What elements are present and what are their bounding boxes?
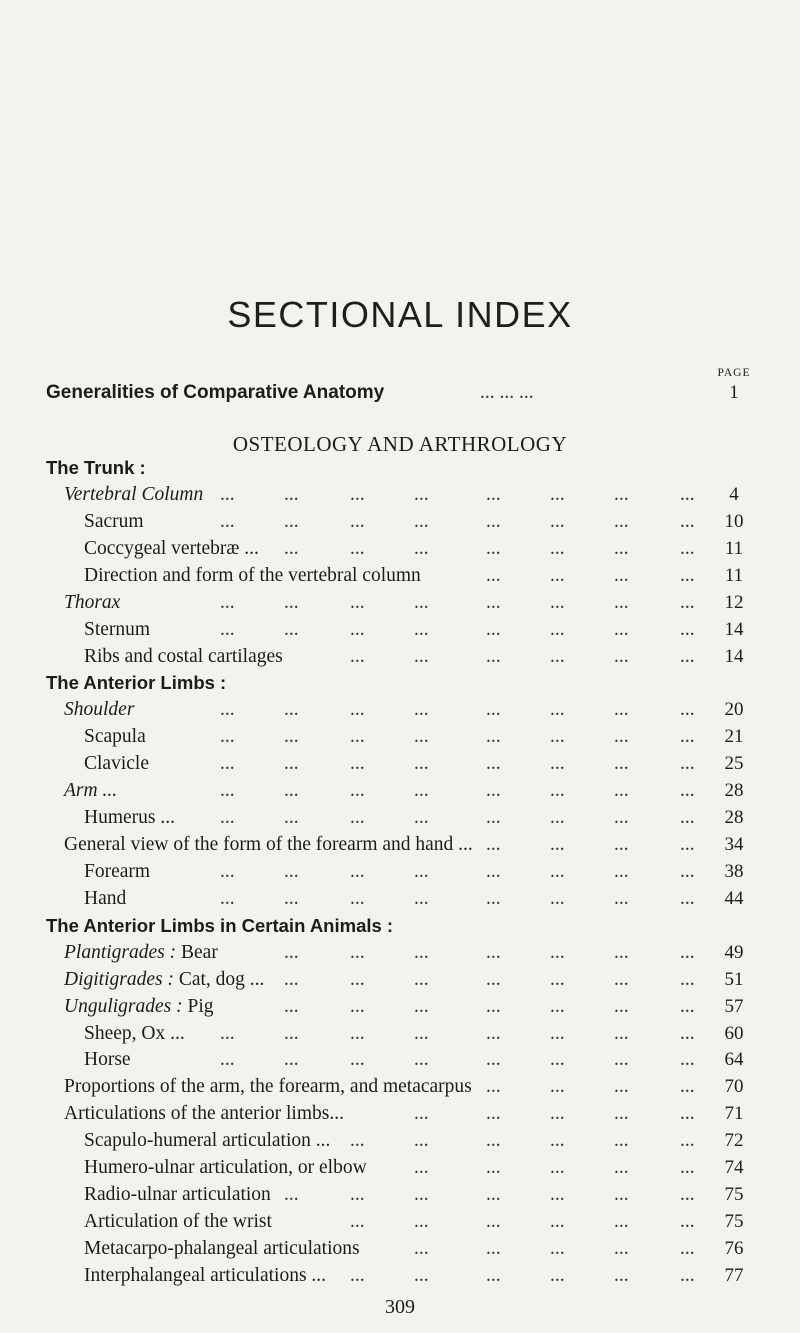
leader-dot: ... <box>414 780 429 802</box>
leader-dot: ... <box>486 941 501 963</box>
leader-dot: ... <box>680 510 695 532</box>
leader-dot: ... <box>284 753 299 775</box>
leader-dot: ... <box>550 510 565 532</box>
entry-text: Scapulo-humeral articulation ... <box>84 1130 331 1152</box>
entry-text: Sternum <box>84 618 151 640</box>
leader-dot: ... <box>550 699 565 721</box>
leader-dot: ... <box>680 834 695 856</box>
leader-dot: ... <box>284 860 299 882</box>
leader-dot: ... <box>220 860 235 882</box>
leader-dot: ... <box>614 1049 629 1071</box>
leader-dot: ... <box>550 645 565 667</box>
leader-dot: ... <box>414 1211 429 1233</box>
leader-dot: ... <box>220 618 235 640</box>
index-entry <box>0 616 800 644</box>
generalities-page: 1 <box>729 382 739 403</box>
leader-dot: ... <box>614 834 629 856</box>
entry-page-number: 25 <box>724 753 744 775</box>
leader-dot: ... <box>680 1049 695 1071</box>
entry-page-number: 4 <box>729 483 739 505</box>
leader-dot: ... <box>614 753 629 775</box>
leader-dot: ... <box>550 780 565 802</box>
entry-text: Shoulder <box>64 699 135 721</box>
leader-dot: ... <box>680 483 695 505</box>
leader-dot: ... <box>550 1049 565 1071</box>
leader-dot: ... <box>220 591 235 613</box>
entry-text: Arm ... <box>64 780 118 802</box>
leader-dot: ... <box>680 1130 695 1152</box>
index-entry <box>0 589 800 617</box>
index-entry <box>0 1262 800 1290</box>
entry-text: Radio-ulnar articulation <box>84 1184 271 1206</box>
leader-dot: ... <box>220 726 235 748</box>
leader-dot: ... <box>680 699 695 721</box>
leader-dot: ... <box>220 483 235 505</box>
entry-text: Pig <box>182 995 214 1017</box>
leader-dot: ... <box>350 1130 365 1152</box>
leader-dot: ... <box>680 753 695 775</box>
leader-dot: ... <box>284 726 299 748</box>
leader-dot: ... <box>614 1264 629 1286</box>
index-entry <box>0 481 800 509</box>
entry-page-number: 11 <box>724 537 744 559</box>
leader-dot: ... <box>414 726 429 748</box>
leader-dot: ... <box>414 1157 429 1179</box>
leader-dot: ... <box>550 591 565 613</box>
leader-dot: ... <box>614 1184 629 1206</box>
leader-dot: ... <box>350 510 365 532</box>
index-entry <box>0 1235 800 1263</box>
generalities-row <box>0 379 800 407</box>
leader-dot: ... <box>680 645 695 667</box>
leader-dot: ... <box>486 1076 501 1098</box>
entry-text: Articulations of the anterior limbs... <box>64 1103 344 1125</box>
index-entry <box>0 1073 800 1101</box>
leader-dot: ... <box>486 995 501 1017</box>
entry-page-number: 12 <box>724 591 744 613</box>
leader-dot: ... <box>550 537 565 559</box>
section-heading: OSTEOLOGY AND ARTHROLOGY <box>232 432 568 456</box>
leader-dot: ... <box>414 860 429 882</box>
leader-dot: ... <box>614 887 629 909</box>
leader-dot: ... <box>350 995 365 1017</box>
entry-page-number: 72 <box>724 1130 744 1152</box>
leader-dot: ... <box>680 941 695 963</box>
leader-dot: ... <box>680 1211 695 1233</box>
leader-dot: ... <box>614 1237 629 1259</box>
leader-dot: ... <box>284 968 299 990</box>
leader-dot: ... <box>614 1103 629 1125</box>
leader-dot: ... <box>486 1022 501 1044</box>
leader-dot: ... <box>350 645 365 667</box>
leader-dot: ... <box>414 537 429 559</box>
leader-dot: ... <box>550 753 565 775</box>
leader-dot: ... <box>486 807 501 829</box>
leader-dot: ... <box>486 1184 501 1206</box>
entry-page-number: 44 <box>724 887 744 909</box>
leader-dot: ... <box>414 699 429 721</box>
leader-dot: ... <box>550 834 565 856</box>
index-group-heading <box>0 669 800 697</box>
leader-dot: ... <box>550 1130 565 1152</box>
index-entry <box>0 535 800 563</box>
entry-text: General view of the form of the forearm and hand ... <box>64 834 473 856</box>
generalities-leader: ... ... ... <box>480 382 534 403</box>
leader-dot: ... <box>414 887 429 909</box>
leader-dot: ... <box>350 860 365 882</box>
leader-dot: ... <box>486 1130 501 1152</box>
entry-text: Direction and form of the vertebral column <box>84 564 421 586</box>
leader-dot: ... <box>614 510 629 532</box>
leader-dot: ... <box>414 995 429 1017</box>
index-entry <box>0 804 800 832</box>
leader-dot: ... <box>680 1237 695 1259</box>
leader-dot: ... <box>486 483 501 505</box>
leader-dot: ... <box>550 1237 565 1259</box>
leader-dot: ... <box>414 968 429 990</box>
entry-lead: Digitigrades : <box>64 968 174 990</box>
leader-dot: ... <box>486 860 501 882</box>
leader-dot: ... <box>614 618 629 640</box>
leader-dot: ... <box>284 591 299 613</box>
leader-dot: ... <box>284 941 299 963</box>
index-entry <box>0 508 800 536</box>
leader-dot: ... <box>284 1184 299 1206</box>
index-entry <box>0 885 800 913</box>
leader-dot: ... <box>220 1022 235 1044</box>
leader-dot: ... <box>350 807 365 829</box>
leader-dot: ... <box>414 753 429 775</box>
leader-dot: ... <box>614 780 629 802</box>
leader-dot: ... <box>220 753 235 775</box>
index-group-heading <box>0 912 800 940</box>
entry-text: Vertebral Column <box>64 483 204 505</box>
leader-dot: ... <box>486 753 501 775</box>
leader-dot: ... <box>220 699 235 721</box>
leader-dot: ... <box>486 591 501 613</box>
leader-dot: ... <box>486 1237 501 1259</box>
leader-dot: ... <box>550 564 565 586</box>
leader-dot: ... <box>414 645 429 667</box>
leader-dot: ... <box>614 564 629 586</box>
entry-text: The Anterior Limbs : <box>46 672 227 694</box>
entry-page-number: 34 <box>724 834 744 856</box>
leader-dot: ... <box>680 726 695 748</box>
index-entry <box>0 696 800 724</box>
leader-dot: ... <box>350 1184 365 1206</box>
leader-dot: ... <box>284 537 299 559</box>
leader-dot: ... <box>486 564 501 586</box>
leader-dot: ... <box>614 591 629 613</box>
leader-dot: ... <box>486 1211 501 1233</box>
entry-page-number: 77 <box>724 1264 744 1286</box>
index-group-heading <box>0 454 800 482</box>
leader-dot: ... <box>550 1157 565 1179</box>
leader-dot: ... <box>350 591 365 613</box>
leader-dot: ... <box>414 591 429 613</box>
entry-page-number: 75 <box>724 1184 744 1206</box>
leader-dot: ... <box>414 618 429 640</box>
entry-page-number: 70 <box>724 1076 744 1098</box>
leader-dot: ... <box>350 726 365 748</box>
leader-dot: ... <box>680 564 695 586</box>
leader-dot: ... <box>680 1022 695 1044</box>
entry-text: Sacrum <box>84 510 144 532</box>
entry-page-number: 20 <box>724 699 744 721</box>
leader-dot: ... <box>550 887 565 909</box>
leader-dot: ... <box>284 1022 299 1044</box>
leader-dot: ... <box>414 1103 429 1125</box>
leader-dot: ... <box>350 1264 365 1286</box>
entry-text: Ribs and costal cartilages <box>84 645 283 667</box>
leader-dot: ... <box>486 510 501 532</box>
leader-dot: ... <box>680 995 695 1017</box>
leader-dot: ... <box>350 699 365 721</box>
leader-dot: ... <box>486 699 501 721</box>
index-entry <box>0 966 800 994</box>
entry-page-number: 38 <box>724 860 744 882</box>
leader-dot: ... <box>284 1049 299 1071</box>
page-number: 309 <box>385 1296 415 1318</box>
leader-dot: ... <box>614 1076 629 1098</box>
leader-dot: ... <box>414 1049 429 1071</box>
index-entry <box>0 993 800 1021</box>
entry-page-number: 10 <box>724 510 744 532</box>
leader-dot: ... <box>550 726 565 748</box>
entry-text: Forearm <box>84 860 151 882</box>
entry-page-number: 11 <box>724 564 744 586</box>
entry-page-number: 28 <box>724 807 744 829</box>
leader-dot: ... <box>614 860 629 882</box>
leader-dot: ... <box>680 968 695 990</box>
leader-dot: ... <box>486 726 501 748</box>
index-entry <box>0 1046 800 1074</box>
entry-page-number: 14 <box>724 645 744 667</box>
leader-dot: ... <box>550 1076 565 1098</box>
leader-dot: ... <box>550 941 565 963</box>
leader-dot: ... <box>486 968 501 990</box>
leader-dot: ... <box>550 1184 565 1206</box>
leader-dot: ... <box>680 618 695 640</box>
leader-dot: ... <box>680 1157 695 1179</box>
leader-dot: ... <box>614 1130 629 1152</box>
entry-text: Bear <box>176 941 218 963</box>
index-entry <box>0 750 800 778</box>
leader-dot: ... <box>220 510 235 532</box>
leader-dot: ... <box>414 483 429 505</box>
index-entry <box>0 1020 800 1048</box>
entry-text: The Trunk : <box>46 457 146 478</box>
leader-dot: ... <box>550 618 565 640</box>
entry-text: Articulation of the wrist <box>84 1211 272 1233</box>
leader-dot: ... <box>414 807 429 829</box>
page-column-label: PAGE <box>717 367 751 379</box>
page-title: SECTIONAL INDEX <box>227 294 573 335</box>
leader-dot: ... <box>680 591 695 613</box>
leader-dot: ... <box>550 807 565 829</box>
leader-dot: ... <box>350 753 365 775</box>
leader-dot: ... <box>550 1022 565 1044</box>
leader-dot: ... <box>614 726 629 748</box>
entry-page-number: 57 <box>724 995 744 1017</box>
leader-dot: ... <box>550 1211 565 1233</box>
leader-dot: ... <box>550 1264 565 1286</box>
entry-text: Scapula <box>84 726 146 748</box>
leader-dot: ... <box>486 1103 501 1125</box>
leader-dot: ... <box>284 483 299 505</box>
leader-dot: ... <box>350 618 365 640</box>
generalities-text: Generalities of Comparative Anatomy <box>46 382 385 403</box>
entry-text: Thorax <box>64 591 121 613</box>
leader-dot: ... <box>220 887 235 909</box>
leader-dot: ... <box>486 1157 501 1179</box>
leader-dot: ... <box>680 1264 695 1286</box>
index-entry <box>0 831 800 859</box>
leader-dot: ... <box>284 510 299 532</box>
leader-dot: ... <box>550 860 565 882</box>
leader-dot: ... <box>550 1103 565 1125</box>
leader-dot: ... <box>614 1211 629 1233</box>
index-entry <box>0 723 800 751</box>
index-entry <box>0 1208 800 1236</box>
index-entry <box>0 858 800 886</box>
leader-dot: ... <box>680 1076 695 1098</box>
leader-dot: ... <box>350 1211 365 1233</box>
entry-text: Interphalangeal articulations ... <box>84 1264 327 1286</box>
entry-text: Metacarpo-phalangeal articulations <box>84 1237 360 1259</box>
entry-page-number: 74 <box>724 1157 744 1179</box>
leader-dot: ... <box>614 995 629 1017</box>
leader-dot: ... <box>550 483 565 505</box>
leader-dot: ... <box>284 699 299 721</box>
leader-dot: ... <box>550 995 565 1017</box>
leader-dot: ... <box>284 887 299 909</box>
leader-dot: ... <box>414 1237 429 1259</box>
entry-text: The Anterior Limbs in Certain Animals : <box>46 914 394 936</box>
leader-dot: ... <box>414 1184 429 1206</box>
entry-page-number: 28 <box>724 780 744 802</box>
entry-page-number: 75 <box>724 1211 744 1233</box>
entry-text: Coccygeal vertebræ ... <box>84 537 259 559</box>
leader-dot: ... <box>350 887 365 909</box>
leader-dot: ... <box>614 483 629 505</box>
entry-text: Clavicle <box>84 753 149 775</box>
leader-dot: ... <box>614 645 629 667</box>
leader-dot: ... <box>486 1264 501 1286</box>
leader-dot: ... <box>350 537 365 559</box>
entry-page-number: 21 <box>724 726 744 748</box>
leader-dot: ... <box>614 1157 629 1179</box>
index-entry <box>0 562 800 590</box>
entry-lead: Plantigrades : <box>64 941 177 963</box>
leader-dot: ... <box>350 968 365 990</box>
leader-dot: ... <box>680 887 695 909</box>
leader-dot: ... <box>414 1130 429 1152</box>
leader-dot: ... <box>680 780 695 802</box>
entry-page-number: 60 <box>724 1022 744 1044</box>
leader-dot: ... <box>486 618 501 640</box>
leader-dot: ... <box>284 780 299 802</box>
leader-dot: ... <box>284 807 299 829</box>
leader-dot: ... <box>284 618 299 640</box>
leader-dot: ... <box>414 941 429 963</box>
leader-dot: ... <box>680 537 695 559</box>
leader-dot: ... <box>680 807 695 829</box>
leader-dot: ... <box>680 1103 695 1125</box>
leader-dot: ... <box>350 1049 365 1071</box>
entry-text: Hand <box>84 887 127 909</box>
leader-dot: ... <box>614 699 629 721</box>
leader-dot: ... <box>614 807 629 829</box>
index-entry <box>0 939 800 967</box>
entry-text: Sheep, Ox ... <box>84 1022 185 1044</box>
index-entry <box>0 643 800 671</box>
index-entry <box>0 1127 800 1155</box>
leader-dot: ... <box>414 1264 429 1286</box>
leader-dot: ... <box>614 941 629 963</box>
leader-dot: ... <box>486 780 501 802</box>
leader-dot: ... <box>350 483 365 505</box>
leader-dot: ... <box>220 807 235 829</box>
leader-dot: ... <box>414 1022 429 1044</box>
leader-dot: ... <box>284 995 299 1017</box>
index-entry <box>0 1100 800 1128</box>
leader-dot: ... <box>350 1022 365 1044</box>
leader-dot: ... <box>486 645 501 667</box>
index-entry <box>0 1154 800 1182</box>
leader-dot: ... <box>350 941 365 963</box>
entry-text: Proportions of the arm, the forearm, and metacarpus <box>64 1076 472 1098</box>
entry-text: Humero-ulnar articulation, or elbow <box>84 1157 367 1179</box>
leader-dot: ... <box>486 537 501 559</box>
leader-dot: ... <box>486 1049 501 1071</box>
leader-dot: ... <box>220 1049 235 1071</box>
entry-page-number: 71 <box>724 1103 744 1125</box>
leader-dot: ... <box>614 968 629 990</box>
entry-lead: Unguligrades : <box>64 995 183 1017</box>
entry-page-number: 64 <box>724 1049 744 1071</box>
leader-dot: ... <box>614 537 629 559</box>
entry-page-number: 51 <box>724 968 744 990</box>
entry-page-number: 49 <box>724 941 744 963</box>
index-entry <box>0 777 800 805</box>
leader-dot: ... <box>350 780 365 802</box>
entry-text: Cat, dog ... <box>173 968 265 990</box>
leader-dot: ... <box>550 968 565 990</box>
leader-dot: ... <box>486 834 501 856</box>
entry-text: Horse <box>84 1049 131 1071</box>
entry-page-number: 76 <box>724 1237 744 1259</box>
leader-dot: ... <box>486 887 501 909</box>
entry-page-number: 14 <box>724 618 744 640</box>
entry-text: Humerus ... <box>84 807 175 829</box>
leader-dot: ... <box>680 1184 695 1206</box>
index-entry <box>0 1181 800 1209</box>
leader-dot: ... <box>414 510 429 532</box>
leader-dot: ... <box>220 780 235 802</box>
leader-dot: ... <box>680 860 695 882</box>
leader-dot: ... <box>614 1022 629 1044</box>
